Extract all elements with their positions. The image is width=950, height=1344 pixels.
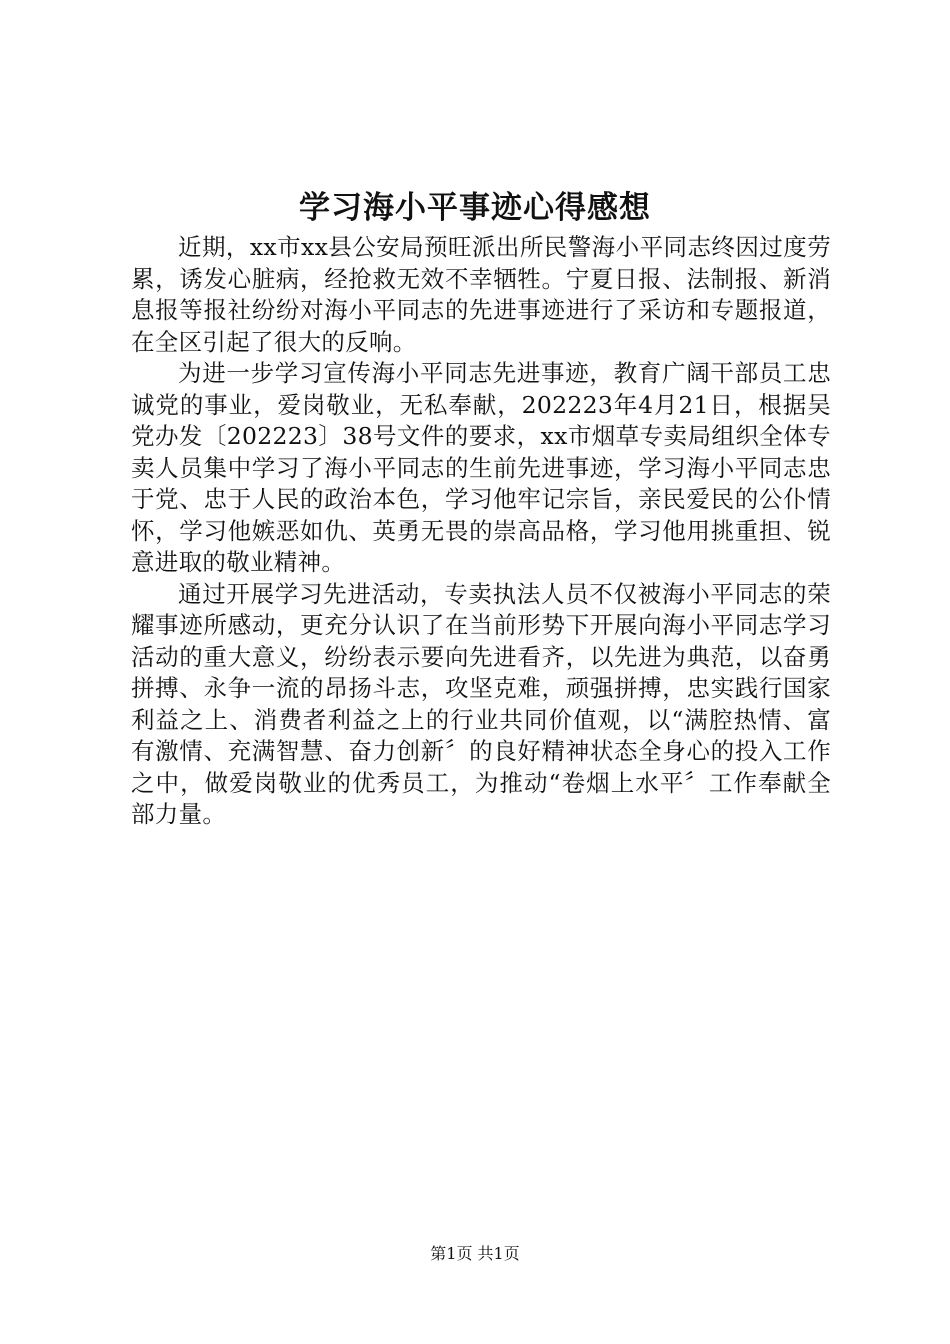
page-number-footer: 第1页 共1页 [430,1244,520,1263]
paragraph-2: 为进一步学习宣传海小平同志先进事迹，教育广阔干部员工忠诚党的事业，爱岗敬业，无私奉献，202223年4月21日，根据吴党办发〔202223〕38号文件的要求，xx市烟草专卖局组织全体专卖人员集中学习了海小平同志的生前先进事迹，学习海小平同志忠于党、忠于人民的政治本色，学习他牢记宗旨，亲民爱民的公仆情怀，学习他嫉恶如仇、英勇无畏的崇高品格，学习他用挑重担、锐意进取的敬业精神。 [131,359,831,576]
paragraph-1: 近期，xx市xx县公安局预旺派出所民警海小平同志终因过度劳累，诱发心脏病，经抢救无效不幸牺牲。宁夏日报、法制报、新消息报等报社纷纷对海小平同志的先进事迹进行了采访和专题报道，在全区引起了很大的反响。 [131,233,831,356]
document-title: 学习海小平事迹心得感想 [299,190,651,226]
paragraph-3: 通过开展学习先进活动，专卖执法人员不仅被海小平同志的荣耀事迹所感动，更充分认识了在当前形势下开展向海小平同志学习活动的重大意义，纷纷表示要向先进看齐，以先进为典范，以奋勇拼搏、永争一流的昂扬斗志，攻坚克难，顽强拼搏，忠实践行国家利益之上、消费者利益之上的行业共同价值观，以“满腔热情、富有激情、充满智慧、奋力创新〞的良好精神状态全身心的投入工作之中，做爱岗敬业的优秀员工，为推动“卷烟上水平〞工作奉献全部力量。 [131,579,831,828]
document-body [131,232,831,831]
